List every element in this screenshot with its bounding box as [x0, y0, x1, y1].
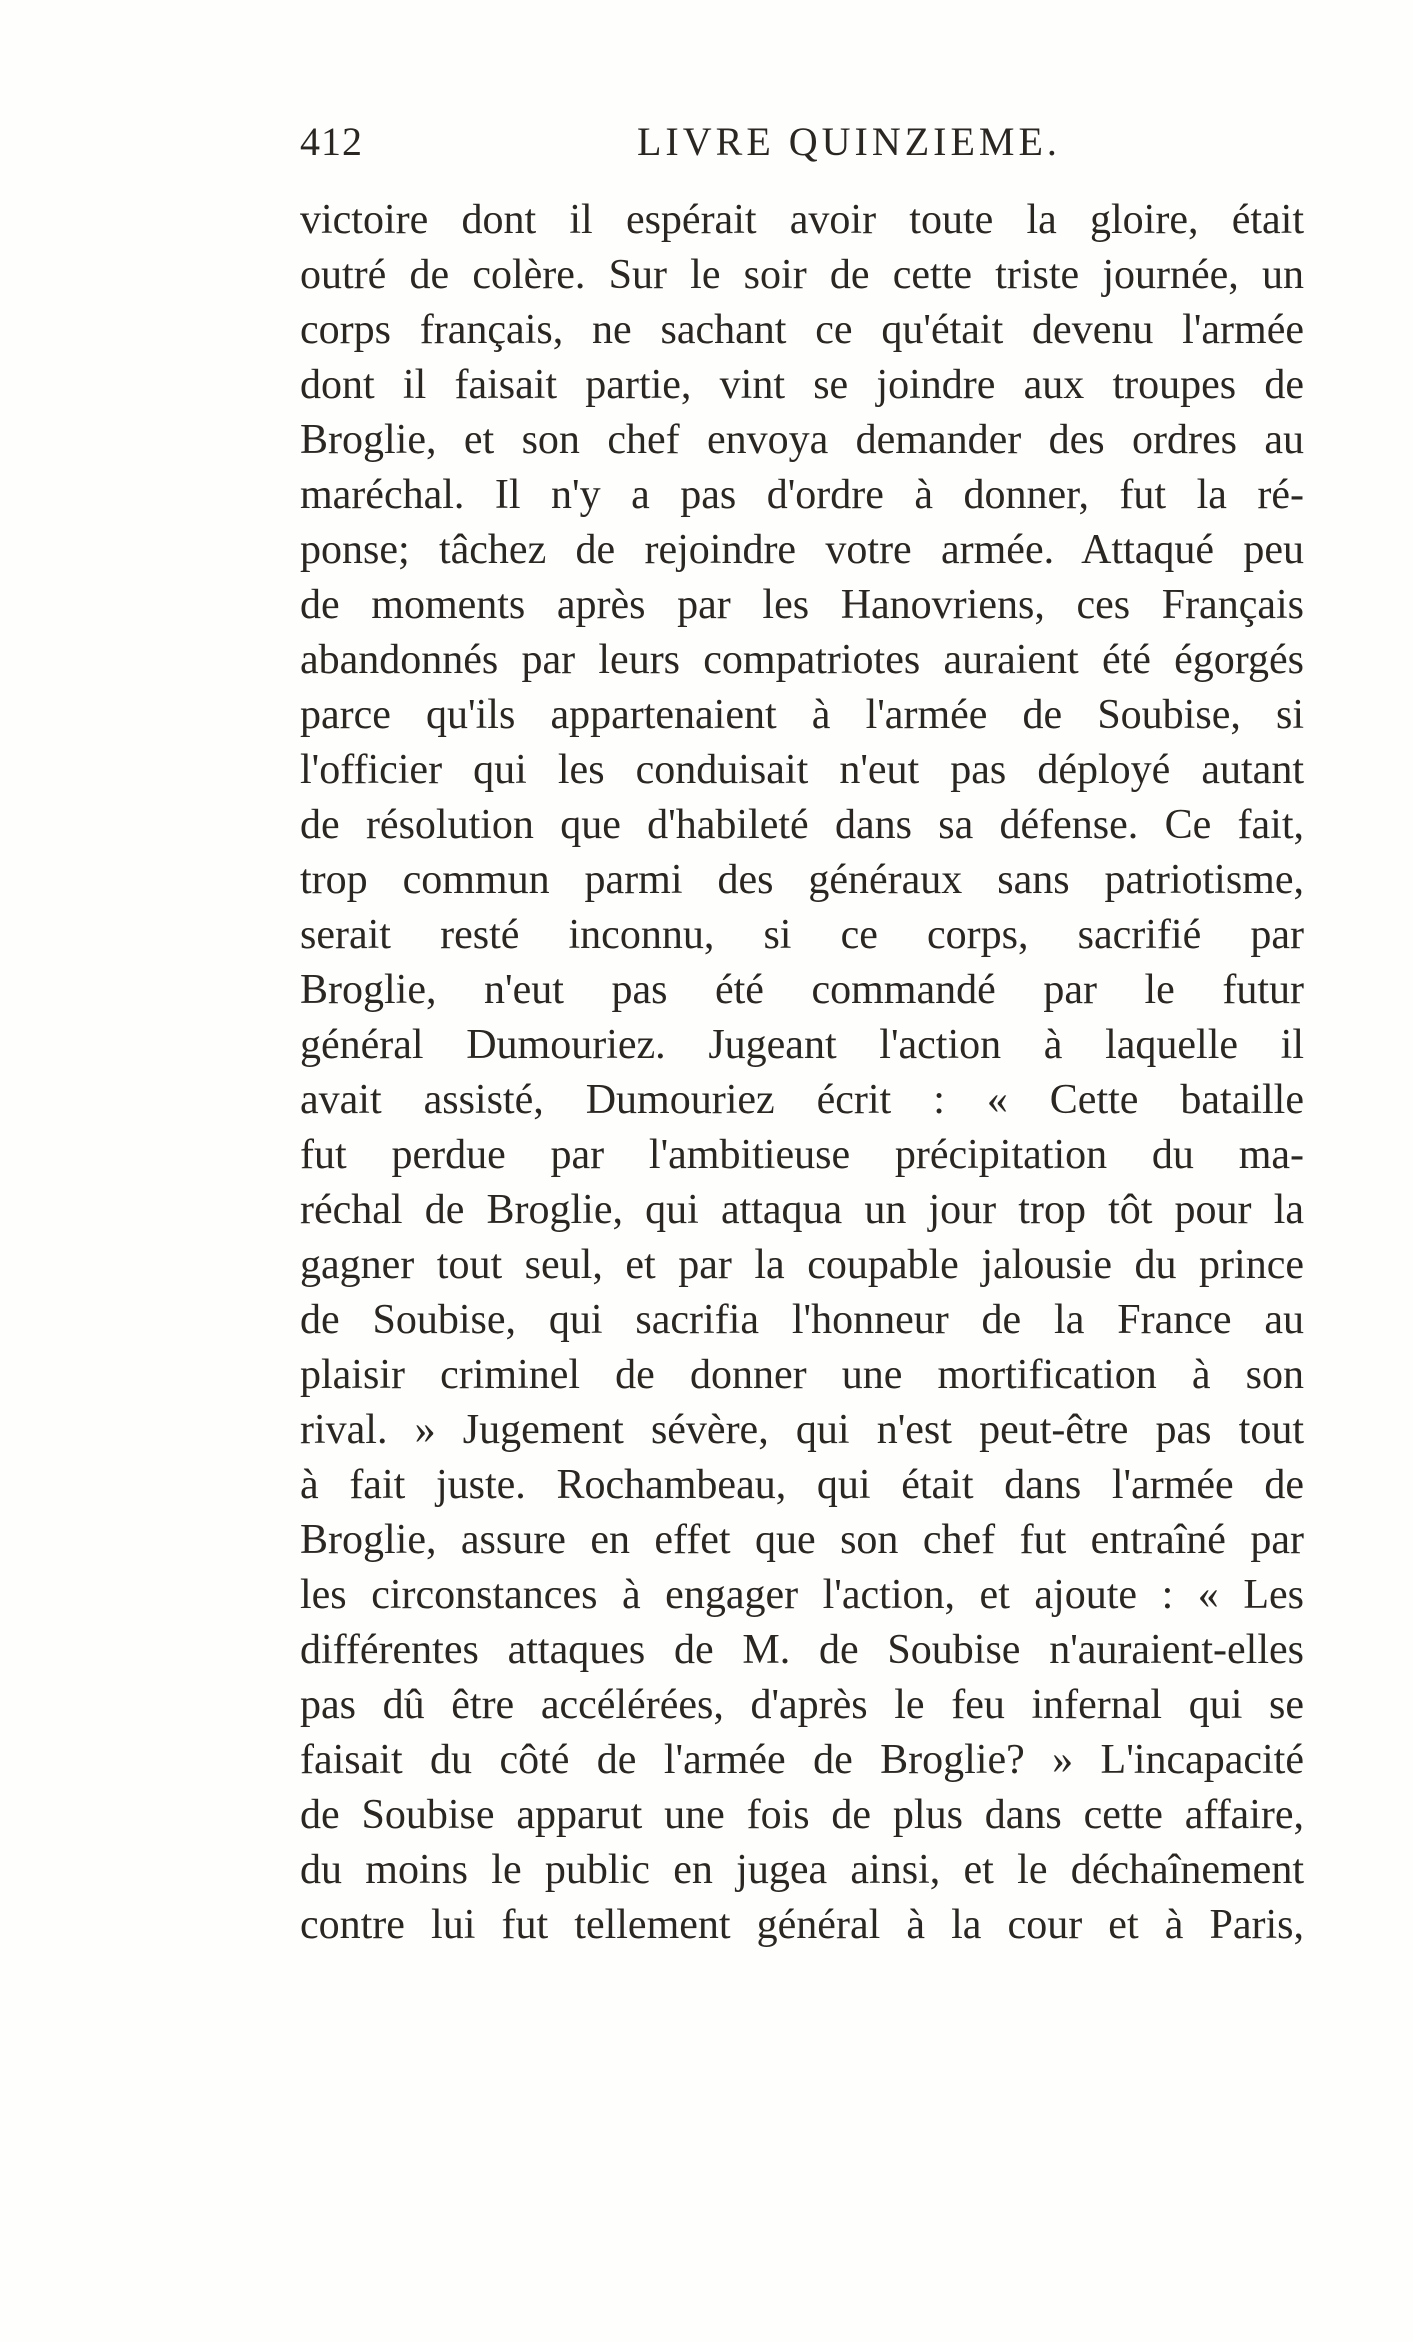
text-line: gagner tout seul, et par la coupable jalousie du prince — [300, 1242, 1304, 1288]
text-line: les circonstances à engager l'action, et ajoute : « Les — [300, 1572, 1304, 1618]
text-line: serait resté inconnu, si ce corps, sacrifié par — [300, 912, 1304, 958]
text-line: différentes attaques de M. de Soubise n'auraient-elles — [300, 1627, 1304, 1673]
text-line: ponse; tâchez de rejoindre votre armée. Attaqué peu — [300, 527, 1304, 573]
text-line: outré de colère. Sur le soir de cette triste journée, un — [300, 252, 1304, 298]
text-line: de moments après par les Hanovriens, ces Français — [300, 582, 1304, 628]
running-title: LIVRE QUINZIEME. — [637, 119, 1061, 164]
text-line: général Dumouriez. Jugeant l'action à laquelle il — [300, 1022, 1304, 1068]
text-line: à fait juste. Rochambeau, qui était dans l'armée de — [300, 1462, 1304, 1508]
body-text — [300, 193, 1304, 1953]
text-line: avait assisté, Dumouriez écrit : « Cette bataille — [300, 1077, 1304, 1123]
text-line: parce qu'ils appartenaient à l'armée de Soubise, si — [300, 692, 1304, 738]
text-line: maréchal. Il n'y a pas d'ordre à donner, fut la ré- — [300, 472, 1304, 518]
text-line: pas dû être accélérées, d'après le feu infernal qui se — [300, 1682, 1304, 1728]
text-line: plaisir criminel de donner une mortification à son — [300, 1352, 1304, 1398]
text-line: Broglie, et son chef envoya demander des ordres au — [300, 417, 1304, 463]
text-line: victoire dont il espérait avoir toute la gloire, était — [300, 197, 1304, 243]
text-line: dont il faisait partie, vint se joindre aux troupes de — [300, 362, 1304, 408]
text-line: Broglie, n'eut pas été commandé par le futur — [300, 967, 1304, 1013]
text-line: de Soubise, qui sacrifia l'honneur de la France au — [300, 1297, 1304, 1343]
text-line: l'officier qui les conduisait n'eut pas déployé autant — [300, 747, 1304, 793]
text-line: fut perdue par l'ambitieuse précipitation du ma- — [300, 1132, 1304, 1178]
running-head — [300, 118, 1310, 178]
text-line: trop commun parmi des généraux sans patriotisme, — [300, 857, 1304, 903]
text-line: de Soubise apparut une fois de plus dans cette affaire, — [300, 1792, 1304, 1838]
text-line: corps français, ne sachant ce qu'était devenu l'armée — [300, 307, 1304, 353]
text-line: Broglie, assure en effet que son chef fut entraîné par — [300, 1517, 1304, 1563]
page-number: 412 — [300, 119, 363, 164]
text-line: réchal de Broglie, qui attaqua un jour trop tôt pour la — [300, 1187, 1304, 1233]
text-line: contre lui fut tellement général à la cour et à Paris, — [300, 1902, 1304, 1948]
text-line: de résolution que d'habileté dans sa défense. Ce fait, — [300, 802, 1304, 848]
text-line: rival. » Jugement sévère, qui n'est peut-être pas tout — [300, 1407, 1304, 1453]
text-line: du moins le public en jugea ainsi, et le déchaînement — [300, 1847, 1304, 1893]
text-line: faisait du côté de l'armée de Broglie? » L'incapacité — [300, 1737, 1304, 1783]
text-line: abandonnés par leurs compatriotes auraient été égorgés — [300, 637, 1304, 683]
